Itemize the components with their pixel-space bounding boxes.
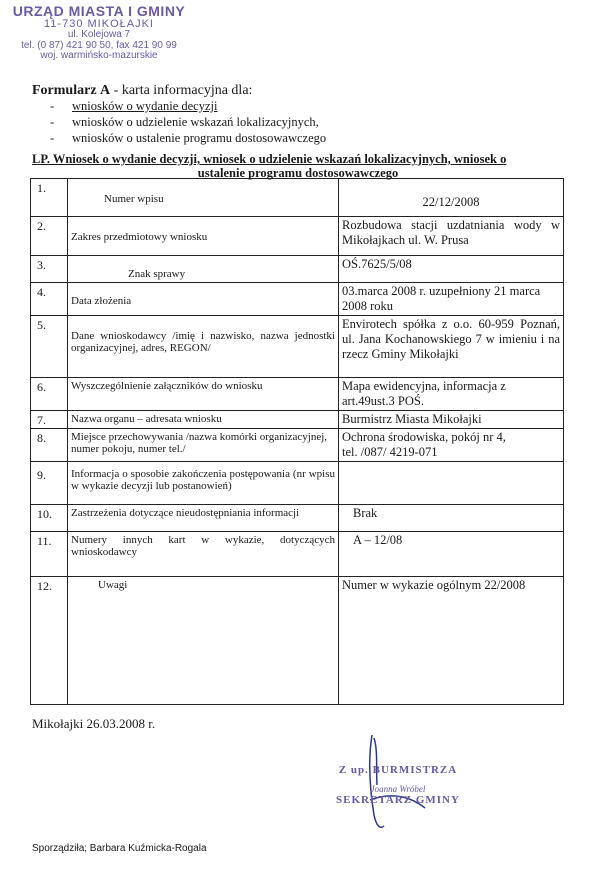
row-value: Brak: [339, 505, 564, 532]
stamp-line-1: URZĄD MIASTA I GMINY: [12, 3, 186, 19]
row-label: Informacja o sposobie zakończenia postępowania (nr wpisu w wykazie decyzji lub postanowień): [68, 462, 339, 505]
row-number: 3.: [31, 256, 68, 283]
form-heading: [32, 83, 252, 99]
table-row: [31, 532, 564, 577]
signature-stamp-line-1: Z up. BURMISTRZA: [338, 764, 458, 776]
type-item-3: wniosków o ustalenie programu dostosowawczego: [72, 131, 327, 145]
stamp-line-5: woj. warmińsko-mazurskie: [40, 50, 158, 62]
row-value: 22/12/2008: [339, 179, 564, 217]
prepared-by: Sporządziła; Barbara Kuźmicka-Rogala: [32, 843, 207, 854]
row-number: 9.: [31, 462, 68, 505]
row-label: Nazwa organu – adresata wniosku: [68, 411, 339, 429]
row-value: Numer w wykazie ogólnym 22/2008: [339, 577, 564, 705]
table-title: [32, 152, 564, 180]
stamp-line-2: 11-730 MIKOŁAJKI: [44, 17, 154, 30]
row-label: Miejsce przechowywania /nazwa komórki organizacyjnej, numer pokoju, numer tel./: [68, 429, 339, 462]
info-table: [30, 178, 564, 705]
place-date: Mikołajki 26.03.2008 r.: [32, 716, 156, 731]
row-label: Data złożenia: [68, 283, 339, 316]
row-label: Numer wpisu: [68, 179, 339, 217]
table-row: [31, 429, 564, 462]
row-label: Uwagi: [68, 577, 339, 705]
row-value: Envirotech spółka z o.o. 60-959 Poznań, ul. Jana Kochanowskiego 7 w imieniu i na rzecz Gminy Mikołajki: [339, 316, 564, 378]
row-number: 10.: [31, 505, 68, 532]
form-types-list: [50, 98, 326, 146]
type-item-1: wniosków o wydanie decyzji: [72, 99, 218, 113]
row-number: 1.: [31, 179, 68, 217]
row-value: OŚ.7625/5/08: [339, 256, 564, 283]
table-row: [31, 411, 564, 429]
signature-stamp-line-2: Joanna Wróbel: [370, 784, 426, 794]
stamp-line-4: tel. (0 87) 421 90 50, fax 421 90 99: [21, 39, 177, 51]
row-label: Znak sprawy: [68, 256, 339, 283]
table-row: [31, 505, 564, 532]
row-value: [339, 429, 564, 462]
row-value: [339, 462, 564, 505]
table-row: [31, 378, 564, 411]
row-number: 2.: [31, 217, 68, 256]
row-label: Zastrzeżenia dotyczące nieudostępniania informacji: [68, 505, 339, 532]
row-value-line-1: Ochrona środowiska, pokój nr 4,: [342, 430, 506, 444]
row-value: Burmistrz Miasta Mikołajki: [339, 411, 564, 429]
table-title-line-2: ustalenie programu dostosowawczego: [197, 166, 399, 180]
row-number: 11.: [31, 532, 68, 577]
table-row: [31, 577, 564, 705]
row-value: Mapa ewidencyjna, informacja z art.49ust.3 POŚ.: [339, 378, 564, 411]
row-number: 5.: [31, 316, 68, 378]
row-label: Zakres przedmiotowy wniosku: [68, 217, 339, 256]
row-value: A – 12/08: [339, 532, 564, 577]
stamp-line-3: ul. Kolejowa 7: [67, 29, 131, 41]
list-item: - wniosków o ustalenie programu dostosowawczego: [50, 131, 327, 145]
row-label: Dane wnioskodawcy /imię i nazwisko, nazwa jednostki organizacyjnej, adres, REGON/: [68, 316, 339, 378]
signature-stamp-line-3: SEKRETARZ GMINY: [336, 794, 460, 806]
row-label: Wyszczególnienie załączników do wniosku: [68, 378, 339, 411]
row-number: 12.: [31, 577, 68, 705]
signature-stamp: [318, 764, 478, 806]
table-row: [31, 316, 564, 378]
table-row: [31, 256, 564, 283]
row-number: 7.: [31, 411, 68, 429]
table-title-line-1: LP. Wniosek o wydanie decyzji, wniosek o udzielenie wskazań lokalizacyjnych, wniosek o: [32, 152, 507, 166]
list-item: - wniosków o udzielenie wskazań lokalizacyjnych,: [50, 115, 319, 129]
row-number: 8.: [31, 429, 68, 462]
type-item-2: wniosków o udzielenie wskazań lokalizacyjnych,: [72, 115, 319, 129]
row-number: 4.: [31, 283, 68, 316]
row-value: Rozbudowa stacji uzdatniania wody w Mikołajkach ul. W. Prusa: [339, 217, 564, 256]
form-heading-prefix: Formularz: [32, 83, 97, 98]
row-value-line-2: tel. /087/ 4219-071: [342, 445, 438, 459]
form-heading-suffix: - karta informacyjna dla:: [113, 83, 253, 98]
list-item: - wniosków o wydanie decyzji: [50, 99, 218, 113]
row-label: Numery innych kart w wykazie, dotyczących wnioskodawcy: [68, 532, 339, 577]
table-row: [31, 179, 564, 217]
table-row: [31, 217, 564, 256]
form-heading-letter: A: [100, 83, 111, 98]
table-row: [31, 462, 564, 505]
row-value: 03.marca 2008 r. uzupełniony 21 marca 2008 roku: [339, 283, 564, 316]
office-stamp: [4, 4, 194, 62]
row-number: 6.: [31, 378, 68, 411]
table-row: [31, 283, 564, 316]
